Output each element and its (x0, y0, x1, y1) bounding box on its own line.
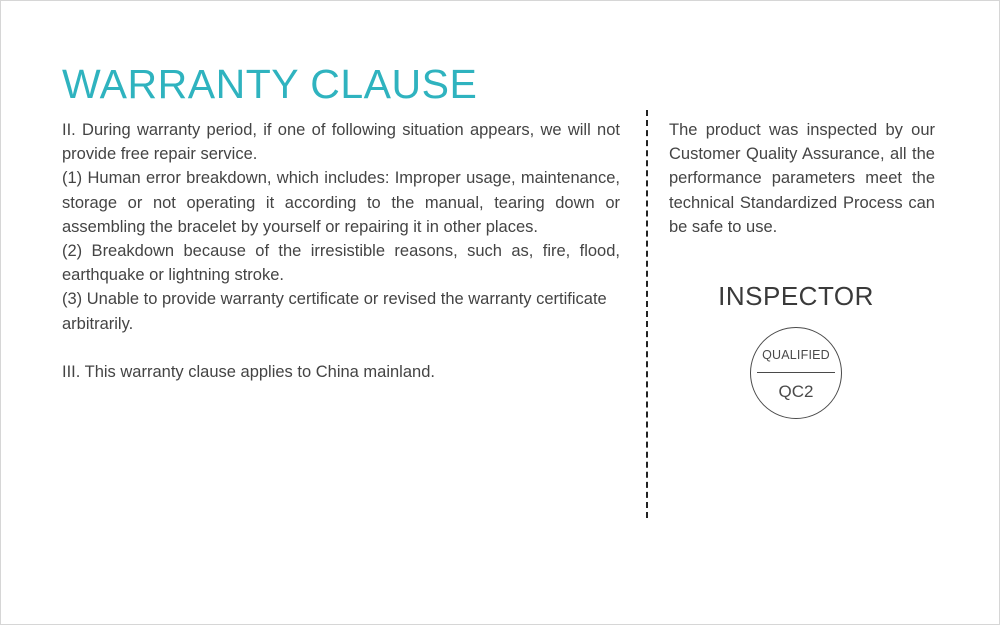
seal-top-text: QUALIFIED (762, 348, 830, 362)
clause-item-2: (2) Breakdown because of the irresistible reasons, such as, fire, flood, earthquake or lightning stroke. (62, 242, 620, 285)
page-title: WARRANTY CLAUSE (62, 61, 478, 107)
clause-item-1: (1) Human error breakdown, which includes: Improper usage, maintenance, storage or not operating it according to the manual, tearing down or assembling the bracelet by yourself or repairing it in other places. (62, 169, 620, 236)
seal-divider-line (757, 372, 835, 373)
inspector-label: INSPECTOR (718, 281, 874, 311)
warranty-clause-body (62, 118, 620, 384)
inspection-statement-column (669, 118, 935, 239)
clause-scope: III. This warranty clause applies to China mainland. (62, 362, 435, 381)
qualified-seal (750, 327, 842, 419)
paragraph-gap (62, 336, 620, 360)
dashed-divider (646, 110, 648, 518)
inspection-statement: The product was inspected by our Customer Quality Assurance, all the performance parameters meet the technical Standardized Process can be safe to use. (669, 121, 935, 236)
clause-intro: II. During warranty period, if one of following situation appears, we will not provide free repair service. (62, 121, 620, 164)
clause-item-3: (3) Unable to provide warranty certificate or revised the warranty certificate arbitrarily. (62, 290, 607, 333)
seal-bottom-text: QC2 (778, 382, 814, 401)
